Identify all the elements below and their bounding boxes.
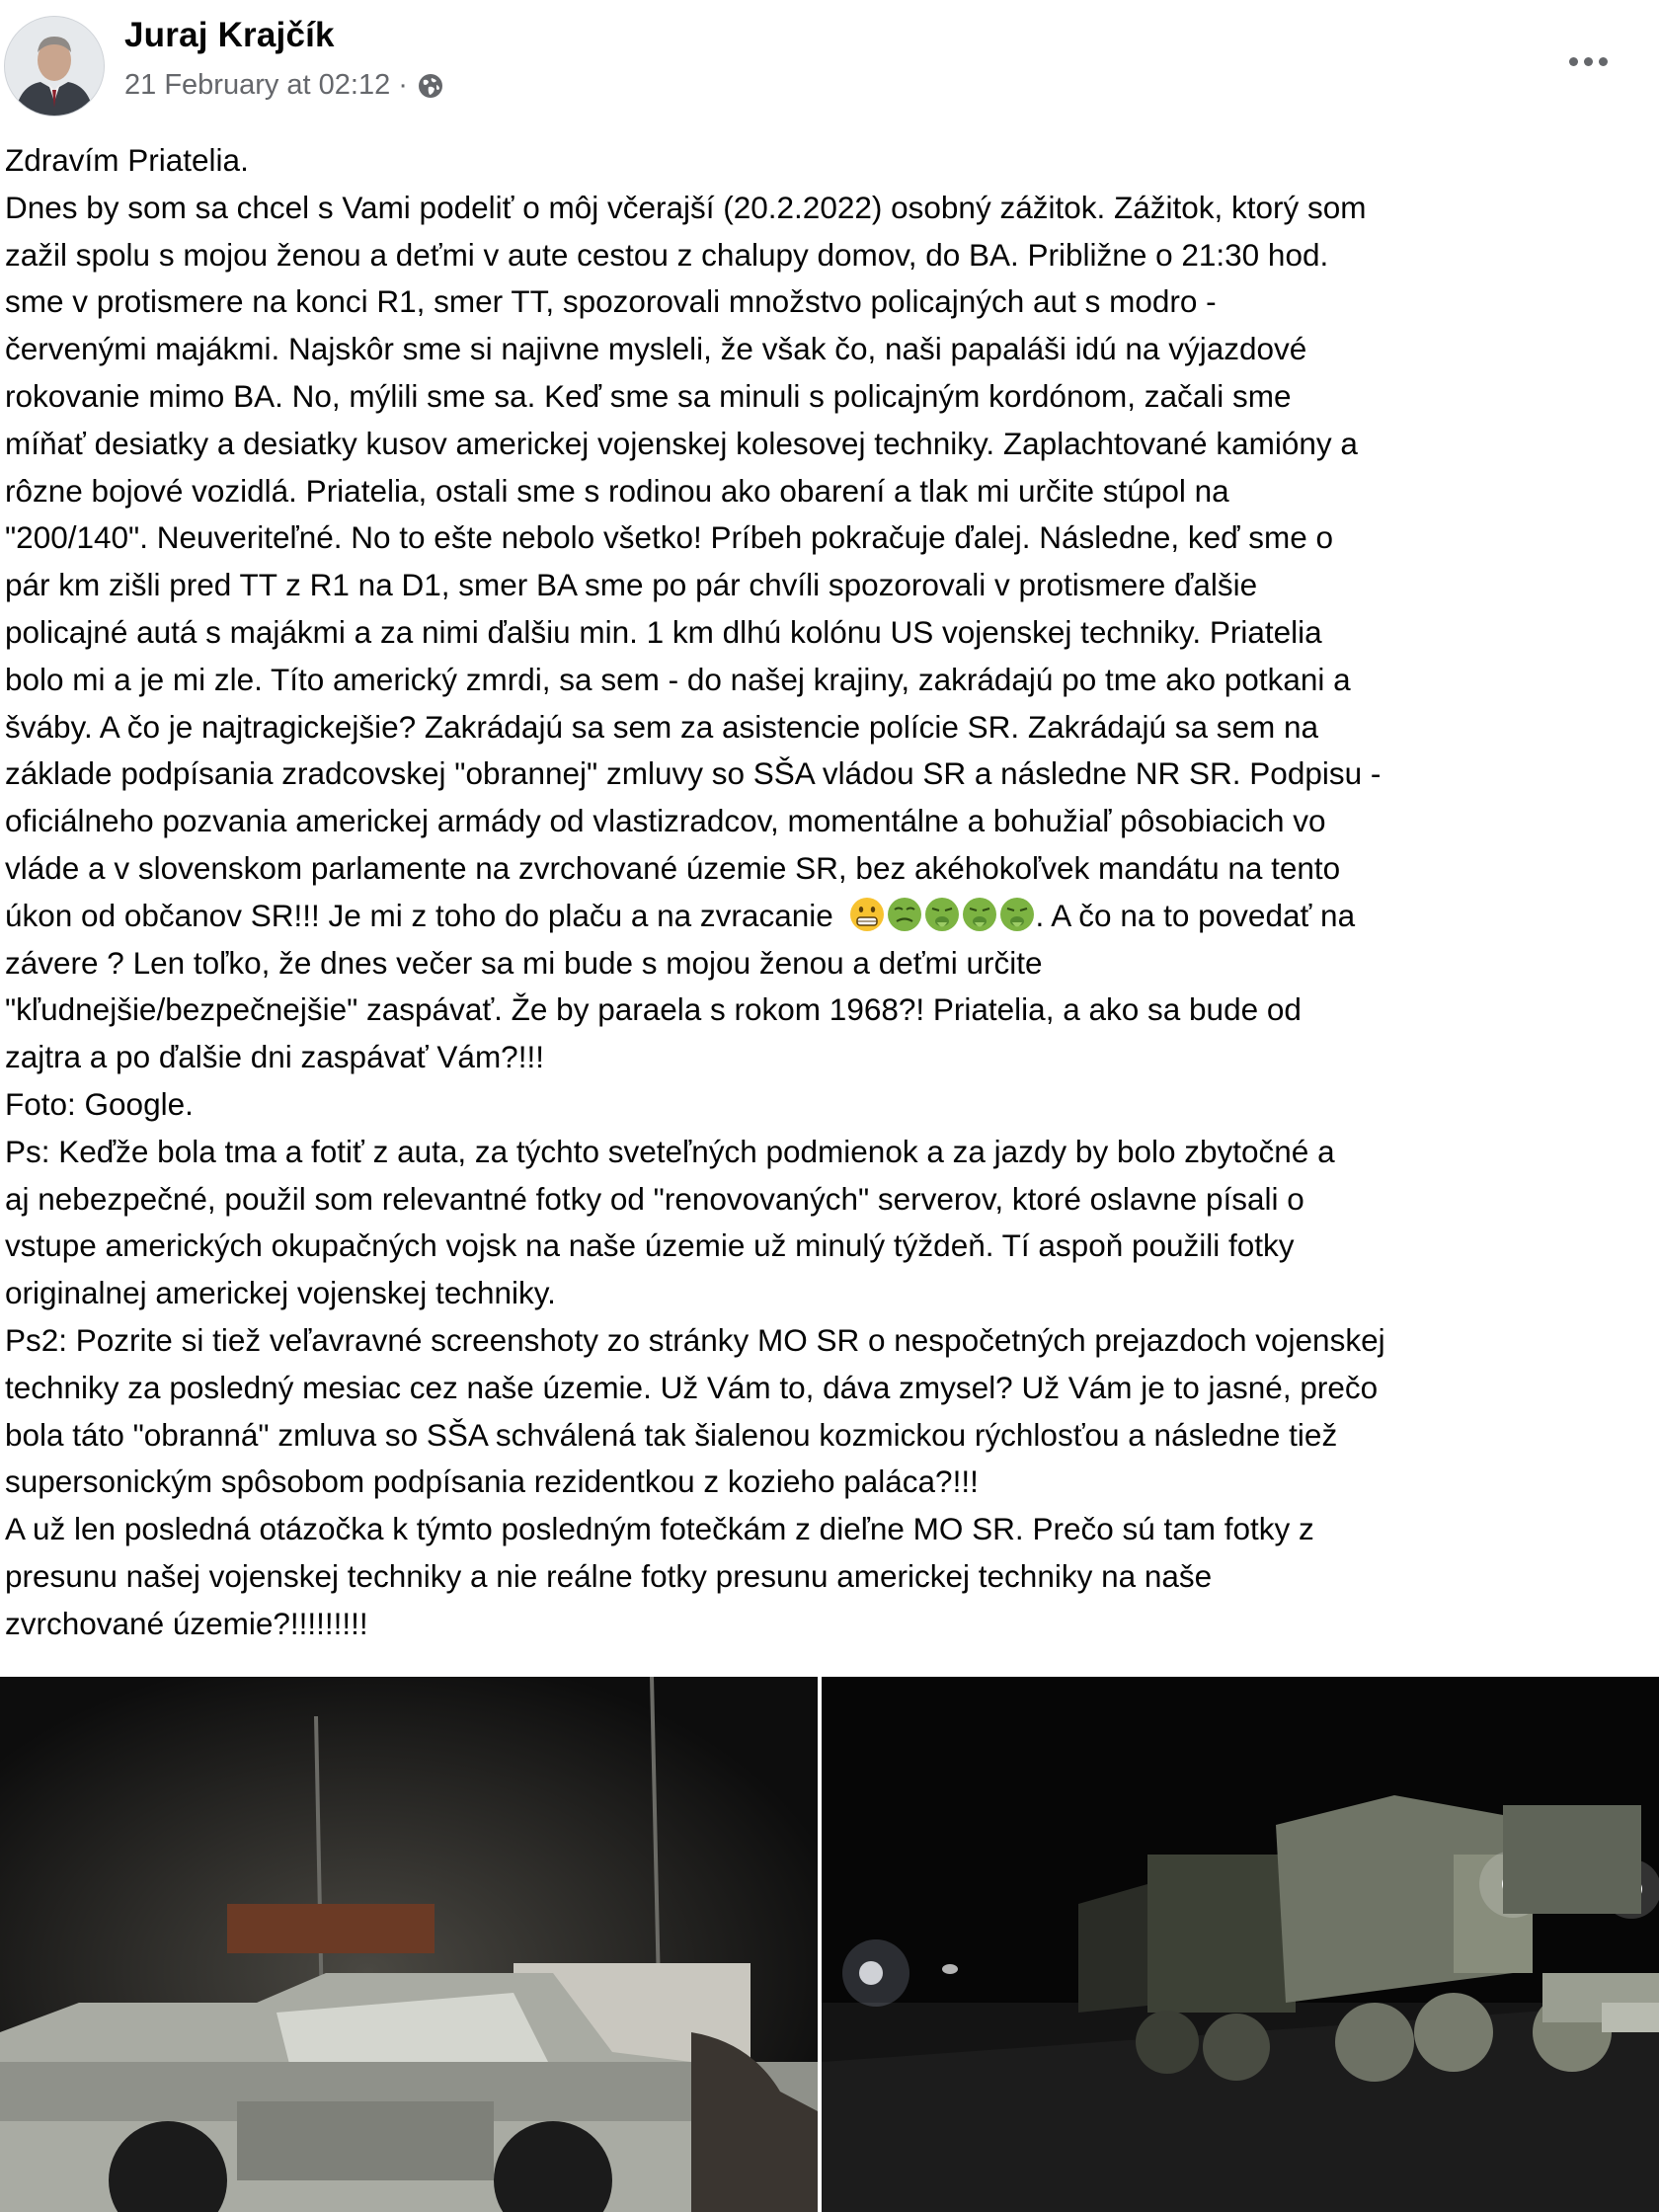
- post-text-line: [5, 1553, 1652, 1601]
- post-text-line: [5, 421, 1652, 468]
- post-text-segment: Ps2: Pozrite si tiež veľavravné screenshoty zo stránky MO SR o nespočetných prejazdoch vojenskej: [5, 1321, 1385, 1358]
- post-text-line: [5, 657, 1652, 704]
- post-text-line: [5, 326, 1652, 373]
- post-text-line: [5, 750, 1652, 798]
- post-text-line: [5, 137, 1652, 185]
- post-text-segment: pár km zišli pred TT z R1 na D1, smer BA sme po pár chvíli spozorovali v protismere ďalšie: [5, 567, 1258, 603]
- post-text-line: [5, 1223, 1652, 1270]
- military-trucks-convoy-photo[interactable]: [822, 1677, 1659, 2212]
- post-text-line: [5, 1459, 1652, 1506]
- post-text-line: [5, 1129, 1652, 1176]
- post-text-line: [5, 704, 1652, 751]
- post-text-segment: vstupe amerických okupačných vojsk na naše územie už minulý týždeň. Tí aspoň použili fotky: [5, 1227, 1295, 1264]
- post-text-segment: Ps: Keďže bola tma a fotiť z auta, za týchto sveteľných podmienok a za jazdy by bolo zbytočné a: [5, 1133, 1335, 1169]
- post-text-line: [5, 1365, 1652, 1412]
- post-text-segment: vláde a v slovenskom parlamente na zvrchované územie SR, bez akéhokoľvek mandátu na tento: [5, 849, 1341, 886]
- post-text-segment: zažil spolu s mojou ženou a deťmi v aute cestou z chalupy domov, do BA. Približne o 21:30 hod.: [5, 236, 1329, 273]
- avatar-photo: [5, 17, 104, 116]
- post-text-segment: úkon od občanov SR!!! Je mi z toho do plaču a na zvracanie: [5, 897, 842, 933]
- post-text-line: [5, 940, 1652, 988]
- post-text-line: [5, 1176, 1652, 1224]
- humvee-at-night-photo[interactable]: [0, 1677, 818, 2212]
- post-text-segment: míňať desiatky a desiatky kusov americkej vojenskej kolesovej techniky. Zaplachtované kamióny a: [5, 425, 1358, 461]
- nauseated-face-emoji: [886, 896, 923, 933]
- post-text-segment: A už len posledná otázočka k týmto posledným fotečkám z dieľne MO SR. Prečo sú tam fotky z: [5, 1511, 1314, 1547]
- post-text-line: [5, 1506, 1652, 1553]
- post-text-line: [5, 373, 1652, 421]
- post-text-line: [5, 845, 1652, 893]
- avatar[interactable]: [4, 16, 105, 117]
- post-body: [5, 137, 1652, 1648]
- post-text-segment: bolo mi a je mi zle. Títo americký zmrdi, sa sem - do našej krajiny, zakrádajú po tme ako potkani a: [5, 661, 1351, 697]
- post-text-segment: techniky za posledný mesiac cez naše územie. Už Vám to, dáva zmysel? Už Vám je to jasné, prečo: [5, 1369, 1379, 1405]
- post-text-line: [5, 987, 1652, 1034]
- grimacing-face-emoji: [848, 896, 886, 933]
- post-text-segment: červenými majákmi. Najskôr sme si najivne mysleli, že však čo, naši papaláši idú na výjazdové: [5, 331, 1307, 367]
- post-text-segment: Zdravím Priatelia.: [5, 142, 249, 178]
- post-photos: [0, 1677, 1659, 2212]
- post-text-segment: rokovanie mimo BA. No, mýlili sme sa. Keď sme sa minuli s policajným kordónom, začali sme: [5, 377, 1292, 414]
- post-text-line: [5, 514, 1652, 562]
- post-text-line: [5, 468, 1652, 515]
- post-text-segment: originalnej americkej vojenskej techniky.: [5, 1275, 556, 1311]
- post-text-line: [5, 185, 1652, 232]
- post-text-line: [5, 562, 1652, 609]
- post-text-segment: policajné autá s majákmi a za nimi ďalšiu min. 1 km dlhú kolónu US vojenskej techniky. Priatelia: [5, 613, 1322, 650]
- post-text-segment: . A čo na to povedať na: [1035, 897, 1356, 933]
- post-text-line: [5, 1034, 1652, 1081]
- more-options-icon[interactable]: [1558, 41, 1618, 81]
- post-text-line: [5, 1601, 1652, 1648]
- post-text-segment: Dnes by som sa chcel s Vami podeliť o môj včerajší (20.2.2022) osobný zážitok. Zážitok, ktorý som: [5, 189, 1367, 225]
- post-text-segment: presunu našej vojenskej techniky a nie reálne fotky presunu americkej techniky na naše: [5, 1557, 1213, 1594]
- post-text-segment: oficiálneho pozvania americkej armády od vlastizradcov, momentálne a bohužiaľ pôsobiacich vo: [5, 803, 1326, 839]
- globe-icon[interactable]: [416, 71, 445, 101]
- vomiting-face-emoji: [961, 896, 998, 933]
- post-text-line: [5, 232, 1652, 279]
- post-text-segment: aj nebezpečné, použil som relevantné fotky od "renovovaných" serverov, ktoré oslavne písali o: [5, 1180, 1304, 1217]
- post-text-line: [5, 893, 1652, 940]
- post-header: [0, 0, 1659, 128]
- post-text-segment: supersonickým spôsobom podpísania rezidentkou z kozieho paláca?!!!: [5, 1463, 979, 1500]
- post-text-segment: zvrchované územie?!!!!!!!!!: [5, 1605, 368, 1641]
- author-name[interactable]: Juraj Krajčík: [124, 16, 335, 54]
- post-text-line: [5, 278, 1652, 326]
- post-text-segment: "200/140". Neuveriteľné. No to ešte nebolo všetko! Príbeh pokračuje ďalej. Následne, keď sme o: [5, 519, 1334, 556]
- post-text-segment: šváby. A čo je najtragickejšie? Zakrádajú sa sem za asistencie polície SR. Zakrádajú sa sem na: [5, 708, 1319, 745]
- post-text-segment: základe podpísania zradcovskej "obrannej" zmluvy so SŠA vládou SR a následne NR SR. Podpisu -: [5, 755, 1382, 792]
- meta-separator: ·: [398, 69, 408, 101]
- vomiting-face-emoji: [923, 896, 961, 933]
- post-meta: [124, 69, 445, 102]
- post-text-segment: "kľudnejšie/bezpečnejšie" zaspávať. Že by paraela s rokom 1968?! Priatelia, a ako sa bude od: [5, 991, 1302, 1028]
- post-text-segment: rôzne bojové vozidlá. Priatelia, ostali sme s rodinou ako obarení a tlak mi určite stúpol na: [5, 472, 1229, 509]
- post-text-segment: Foto: Google.: [5, 1085, 194, 1122]
- post-text-line: [5, 798, 1652, 845]
- vomiting-face-emoji: [998, 896, 1036, 933]
- post-text-line: [5, 609, 1652, 657]
- post-timestamp[interactable]: 21 February at 02:12: [124, 69, 391, 101]
- post-text-segment: sme v protismere na konci R1, smer TT, spozorovali množstvo policajných aut s modro -: [5, 283, 1217, 320]
- post-text-segment: závere ? Len toľko, že dnes večer sa mi bude s mojou ženou a deťmi určite: [5, 944, 1043, 981]
- post-text-segment: zajtra a po ďalšie dni zaspávať Vám?!!!: [5, 1039, 544, 1075]
- post-text-line: [5, 1412, 1652, 1460]
- post-text-line: [5, 1081, 1652, 1129]
- post-text-line: [5, 1270, 1652, 1317]
- post-text-line: [5, 1317, 1652, 1365]
- post-text-segment: bola táto "obranná" zmluva so SŠA schválená tak šialenou kozmickou rýchlosťou a následne tiež: [5, 1416, 1338, 1453]
